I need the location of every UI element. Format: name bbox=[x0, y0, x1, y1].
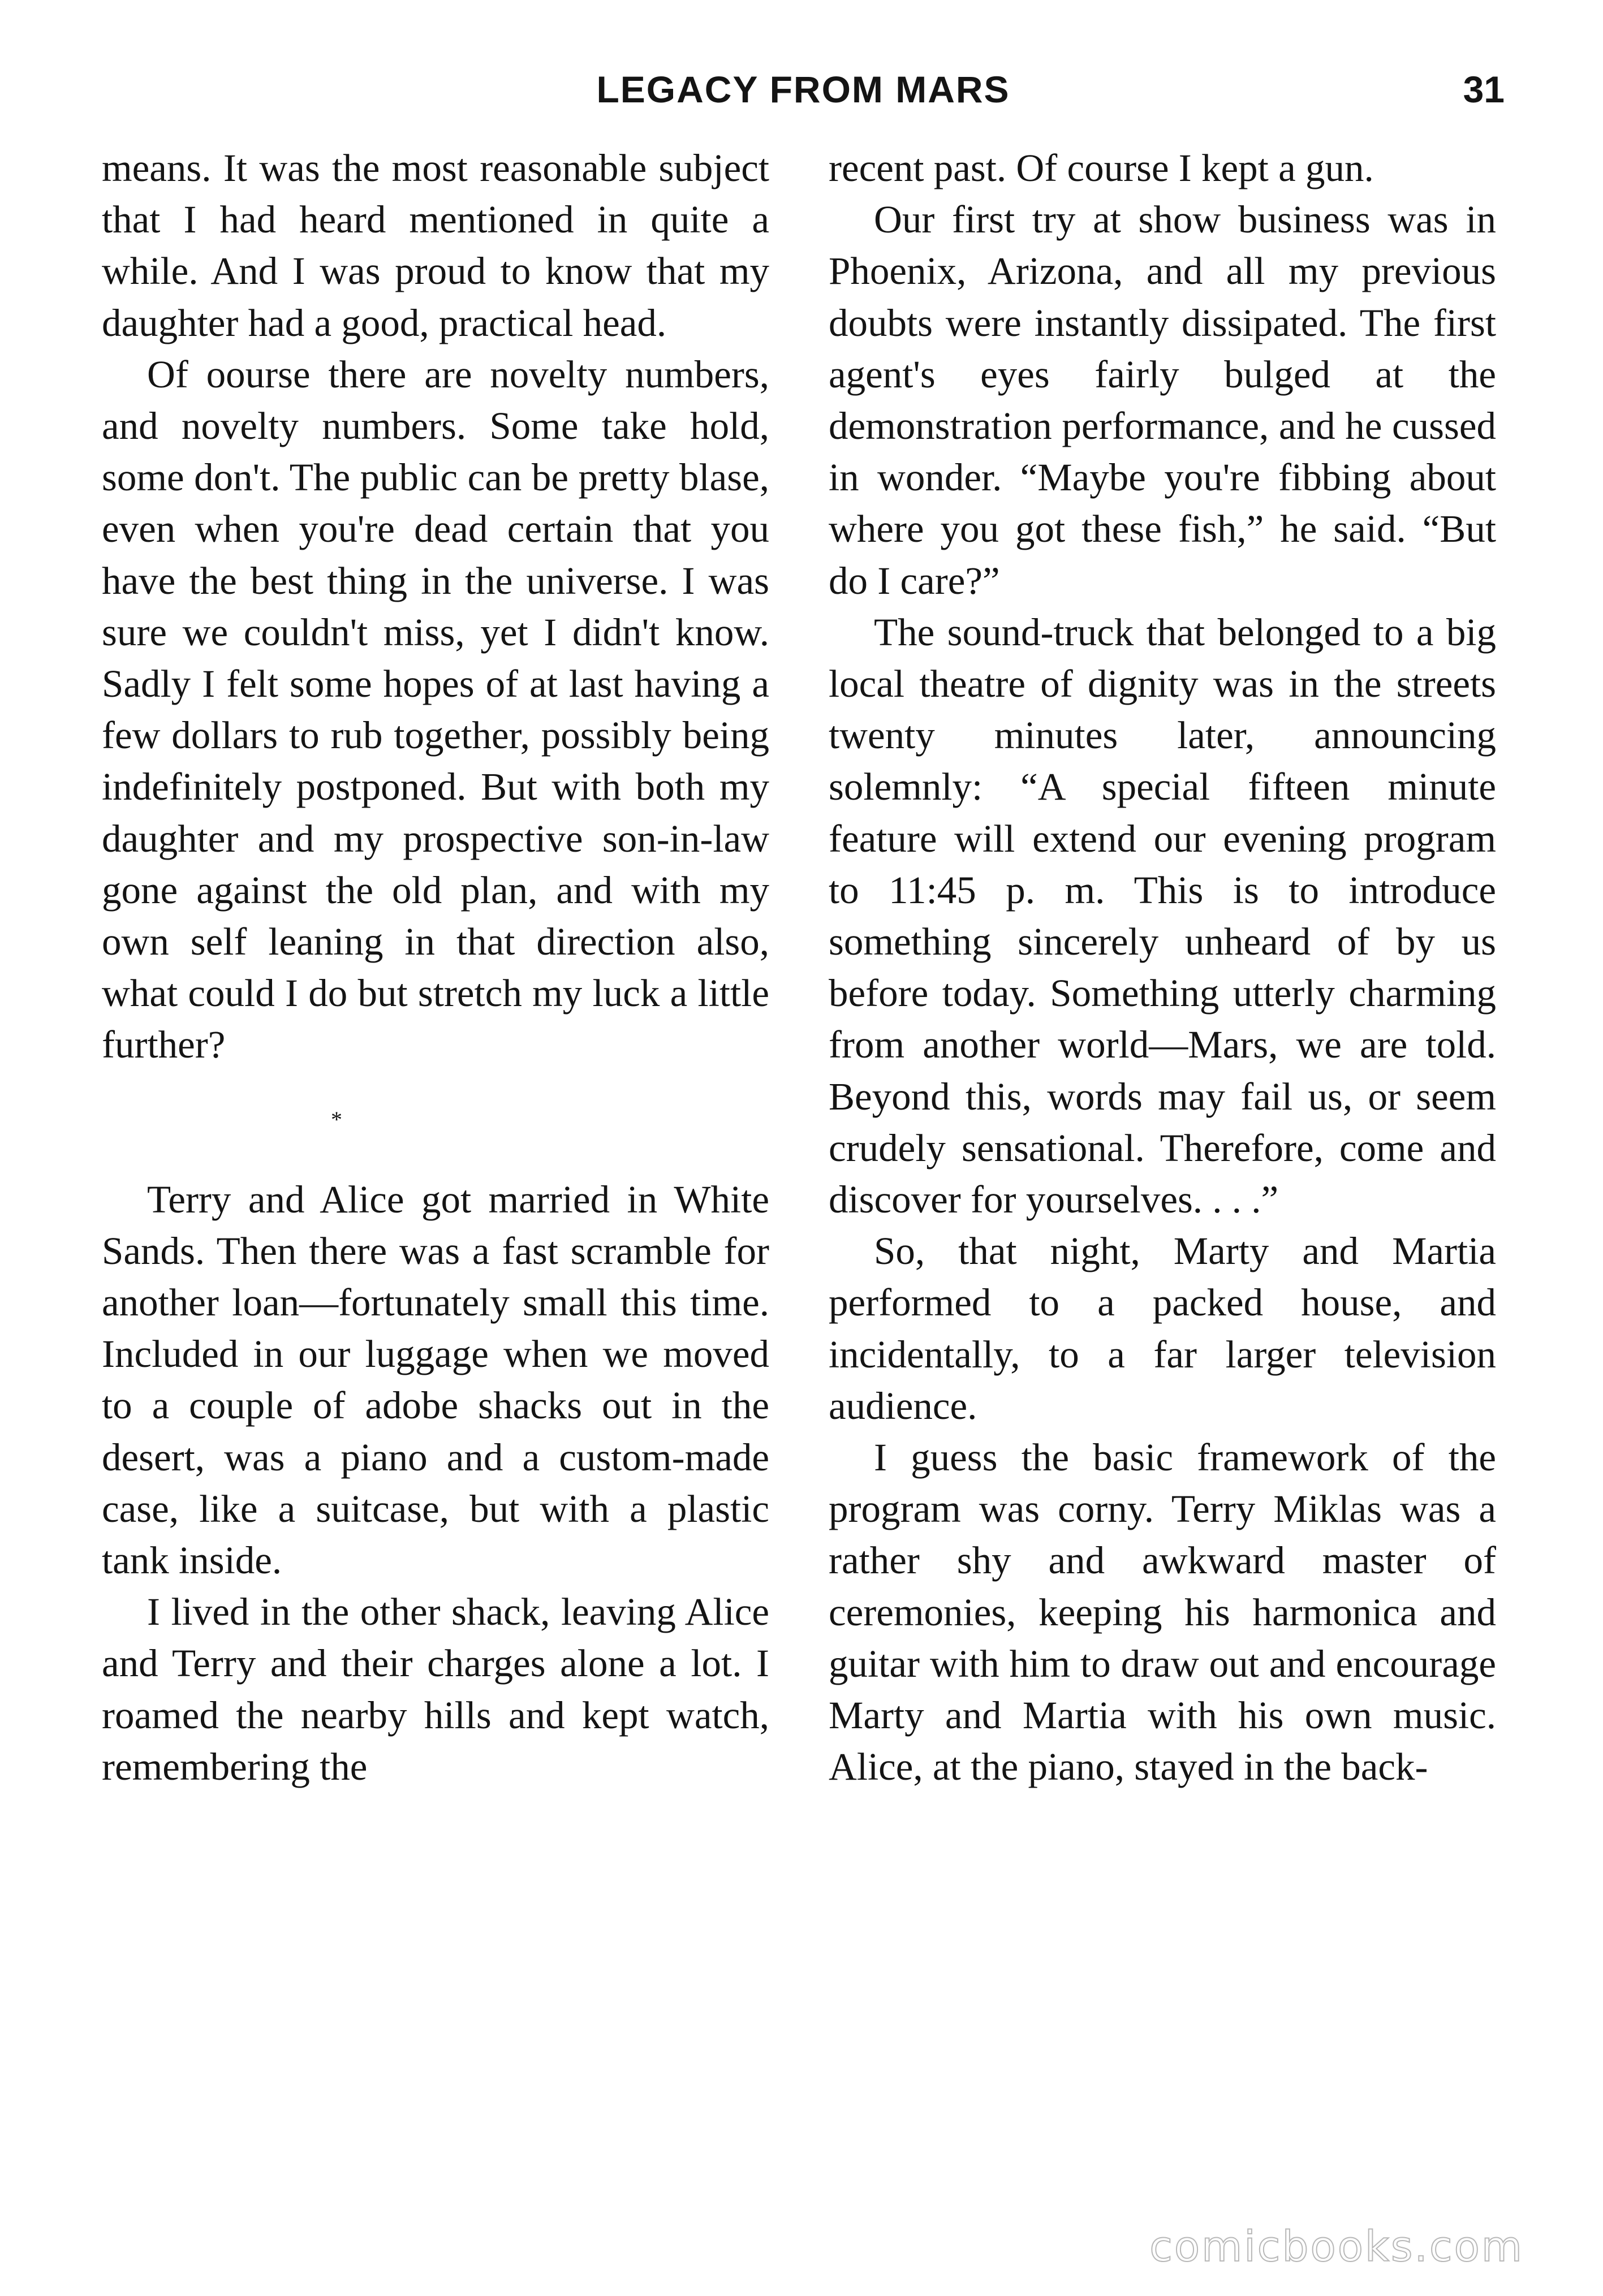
page-number: 31 bbox=[1463, 68, 1505, 110]
paragraph: The sound-truck that belonged to a big local theatre of dignity was in the streets twenty minutes later, announcing solemnly: “A special fifteen minute feature will extend our evening program to 11:45 p. m. This is to introduce something sincerely unheard of by us before today. Something utterly charming from another world—Mars, we are told. Beyond this, words may fail us, or seem crudely sensational. Therefore, come and discover for yourselves. . . .” bbox=[829, 610, 1496, 1222]
paragraph: So, that night, Marty and Martia performed to a packed house, and incidentally, to a far larger television audience. bbox=[829, 1229, 1496, 1427]
section-break-mark: * bbox=[331, 1106, 342, 1132]
paragraph: Our first try at show business was in Phoenix, Arizona, and all my previous doubts were instantly dissipated. The first agent's eyes fairly bulged at the demonstration performance, and he cussed in wonder. “Maybe you're fibbing about where you got these fish,” he said. “But do I care?” bbox=[829, 198, 1496, 602]
left-column bbox=[102, 143, 769, 1793]
watermark: comicbooks.com bbox=[1149, 2222, 1524, 2271]
paragraph: I guess the basic framework of the program was corny. Terry Miklas was a rather shy and awkward master of ceremonies, keeping his harmonica and guitar with him to draw out and encourage Marty and Martia with his own music. Alice, at the piano, stayed in the back- bbox=[829, 1436, 1496, 1789]
section-break bbox=[102, 1071, 769, 1174]
paragraph: I lived in the other shack, leaving Alice and Terry and their charges alone a lot. I roamed the nearby hills and kept watch, remembering the bbox=[102, 1590, 769, 1788]
paragraph-continued: recent past. Of course I kept a gun. bbox=[829, 146, 1374, 189]
paragraph: Of oourse there are novelty numbers, and novelty numbers. Some take hold, some don't. The public can be pretty blase, even when you're dead certain that you have the best thing in the universe. I was sure we couldn't miss, yet I didn't know. Sadly I felt some hopes of at last having a few dollars to rub together, possibly being indefinitely postponed. But with both my daughter and my prospective son-in-law gone against the old plan, and with my own self leaning in that direction also, what could I do but stretch my luck a little further? bbox=[102, 352, 769, 1067]
running-head bbox=[102, 62, 1505, 124]
running-title: LEGACY FROM MARS bbox=[596, 68, 1010, 110]
paragraph: Terry and Alice got married in White Sands. Then there was a fast scramble for another loan—fortunately small this time. Included in our luggage when we moved to a couple of adobe shacks out in the desert, was a piano and a custom-made case, like a suitcase, but with a plastic tank inside. bbox=[102, 1177, 769, 1582]
paragraph-continued: means. It was the most reasonable subject that I had heard mentioned in quite a while. And I was proud to know that my daughter had a good, practical head. bbox=[102, 146, 769, 344]
right-column bbox=[829, 143, 1496, 1793]
